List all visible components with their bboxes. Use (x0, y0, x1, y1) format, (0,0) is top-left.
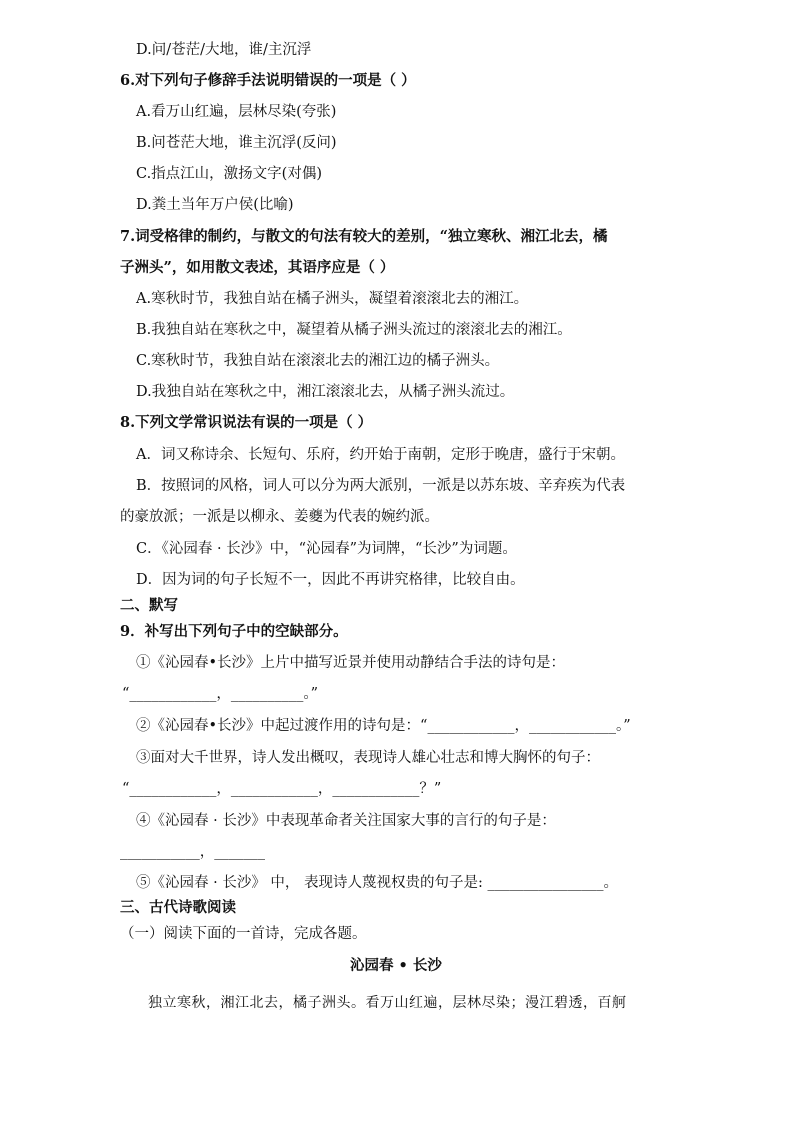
poem-title: 沁园春 • 长沙 (350, 957, 442, 974)
q6-option-d: D.粪土当年万户侯(比喻) (136, 197, 294, 213)
q8-stem: 8.下列文学常识说法有误的一项是（ ） (120, 414, 373, 431)
q8-option-c: C．《沁园春 · 长沙》中，“沁园春”为词牌，“长沙”为词题。 (136, 541, 517, 557)
q5-option-d: D.问/苍茫/大地，谁/主沉浮 (136, 42, 312, 58)
q7-stem-line1: 7.词受格律的制约，与散文的句法有较大的差别，“独立寒秋、湘江北去，橘 (120, 228, 608, 245)
section2-title: 二、默写 (120, 597, 178, 614)
q9-item3-blanks: “____________，____________，____________？” (122, 781, 442, 797)
section3-title: 三、古代诗歌阅读 (120, 899, 236, 916)
q9-stem: 9．补写出下列句子中的空缺部分。 (120, 623, 348, 640)
q9-item4-blanks: ___________，_______ (120, 844, 265, 860)
q7-option-d: D.我独自站在寒秋之中，湘江滚滚北去，从橘子洲头流过。 (136, 384, 515, 400)
q6-option-b: B.问苍茫大地，谁主沉浮(反问) (136, 135, 337, 151)
q6-option-a: A.看万山红遍，层林尽染(夸张) (136, 104, 337, 120)
q9-item1-blanks: “____________，__________。” (122, 686, 319, 702)
q6-option-c: C.指点江山，激扬文字(对偶) (136, 166, 322, 182)
q7-option-c: C.寒秋时节，我独自站在滚滚北去的湘江边的橘子洲头。 (136, 353, 500, 369)
section3-subtitle: （一）阅读下面的一首诗，完成各题。 (120, 926, 367, 942)
q7-option-a: A.寒秋时节，我独自站在橘子洲头，凝望着滚滚北去的湘江。 (136, 291, 529, 307)
q9-item1-prompt: ①《沁园春•长沙》上片中描写近景并使用动静结合手法的诗句是： (136, 655, 566, 671)
q8-option-b-line2: 的豪放派；一派是以柳永、姜夔为代表的婉约派。 (120, 509, 439, 525)
q7-option-b: B.我独自站在寒秋之中，凝望着从橘子洲头流过的滚滚北去的湘江。 (136, 322, 572, 338)
q8-option-a: A．词又称诗余、长短句、乐府，约开始于南朝，定形于晚唐，盛行于宋朝。 (136, 447, 625, 463)
q9-item2: ②《沁园春•长沙》中起过渡作用的诗句是：“____________，____________。” (136, 718, 631, 734)
q8-option-d: D．因为词的句子长短不一，因此不再讲究格律，比较自由。 (136, 572, 525, 588)
poem-line: 独立寒秋，湘江北去，橘子洲头。看万山红遍，层林尽染；漫江碧透，百舸 (148, 995, 627, 1011)
q9-item5: ⑤《沁园春 · 长沙》 中， 表现诗人蔑视权贵的句子是: ________________。 (136, 875, 619, 891)
q7-stem-line2: 子洲头”，如用散文表述，其语序应是（ ） (120, 259, 395, 276)
q9-item4-prompt: ④《沁园春 · 长沙》中表现革命者关注国家大事的言行的句子是： (136, 813, 556, 829)
q9-item3-prompt: ③面对大千世界，诗人发出概叹，表现诗人雄心壮志和博大胸怀的句子： (136, 750, 600, 766)
q6-stem: 6.对下列句子修辞手法说明错误的一项是（ ） (120, 72, 416, 89)
q8-option-b-line1: B．按照词的风格，词人可以分为两大派别，一派是以苏东坡、辛弃疾为代表 (136, 478, 626, 494)
